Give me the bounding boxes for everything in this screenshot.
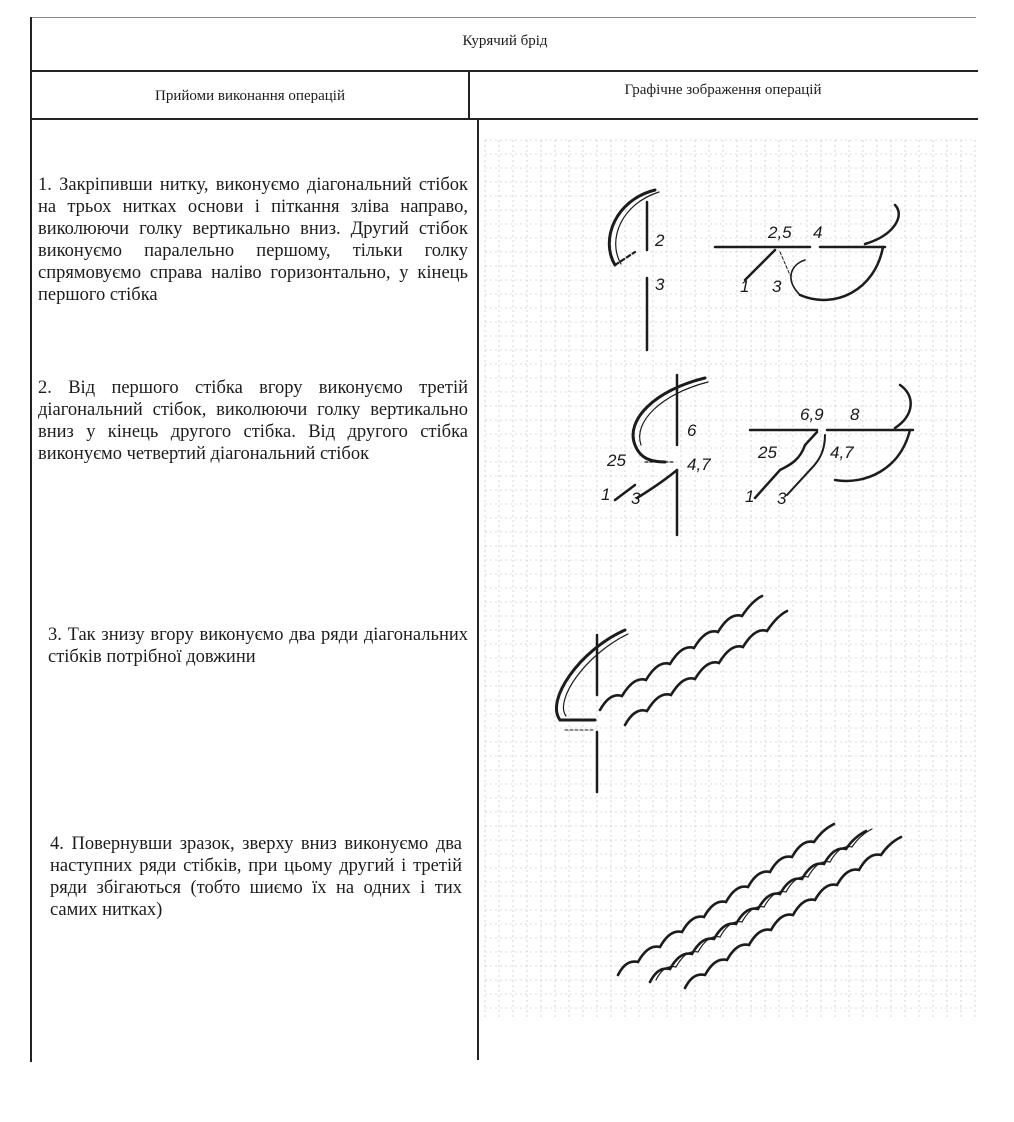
- fig1b-label-4: 4: [813, 223, 823, 242]
- fig2b-label-1: 1: [745, 487, 755, 506]
- column-divider-body: [477, 120, 479, 1060]
- table-top-rule: [30, 17, 976, 18]
- header-techniques: Прийоми виконання операцій: [155, 88, 345, 104]
- title-bottom-rule: [30, 70, 978, 72]
- step-number: 4.: [50, 834, 64, 854]
- fig2a-label-47: 4,7: [687, 455, 711, 474]
- table-left-border: [30, 17, 32, 1062]
- fig2b-label-47: 4,7: [830, 443, 854, 462]
- step-2: [38, 377, 468, 465]
- fig1a-label-3: 3: [655, 275, 665, 294]
- fig2a-label-1: 1: [601, 485, 611, 504]
- fig2b-label-25: 25: [758, 443, 777, 462]
- step-number: 1.: [38, 175, 52, 195]
- fig1b-label-1: 1: [740, 277, 750, 296]
- step-text: Закріпивши нитку, виконуємо діагональний стібок на трьох нитках основи і піткання зліва направо, виколюючи голку вертикально вниз. Другий стібок виконуємо паралельно першому, тільки голку спрямовуємо справа наліво горизонтально, у кінець першого стібка: [38, 175, 468, 305]
- header-bottom-rule: [30, 118, 978, 120]
- fig1b-label-25: 2,5: [768, 223, 792, 242]
- three-stitch-rows-drawing: [618, 824, 901, 988]
- fig2a-label-6: 6: [687, 421, 697, 440]
- step-3: [48, 624, 468, 668]
- fig1a-label-2: 2: [655, 231, 665, 250]
- fig2a-label-25: 25: [607, 451, 626, 470]
- step-text: Від першого стібка вгору виконуємо третій діагональний стібок, виколюючи голку вертикально вниз у кінець другого стібка. Від другого стібка виконуємо четвертий діагональний стібок: [38, 378, 469, 464]
- step-number: 3.: [48, 625, 62, 645]
- figure-step-4: [610, 760, 920, 1000]
- fig2b-label-69: 6,9: [800, 405, 824, 424]
- fig2a-label-3: 3: [631, 489, 641, 508]
- figure-step-1: [595, 180, 915, 355]
- table-title: Курячий брід: [462, 33, 548, 49]
- fig2b-label-3: 3: [777, 489, 787, 508]
- step-text: Повернувши зразок, зверху вниз виконуємо два наступних ряди стібків, при цьому другий і третій ряди збігаються (тобто шиємо їх на одних і тих самих нитках): [50, 834, 462, 920]
- step-1: [38, 174, 468, 306]
- step-4: [50, 833, 462, 921]
- fig2b-label-8: 8: [850, 405, 860, 424]
- horizontal-needle-drawing-2: [750, 385, 913, 498]
- figure-step-2: [595, 370, 925, 545]
- needle-stitch-drawing: [609, 190, 659, 350]
- fig1b-label-3: 3: [772, 277, 782, 296]
- step-number: 2.: [38, 378, 52, 398]
- step-text: Так знизу вгору виконуємо два ряди діагональних стібків потрібної довжини: [48, 625, 468, 667]
- header-graphics: Графічне зображення операцій: [624, 82, 822, 98]
